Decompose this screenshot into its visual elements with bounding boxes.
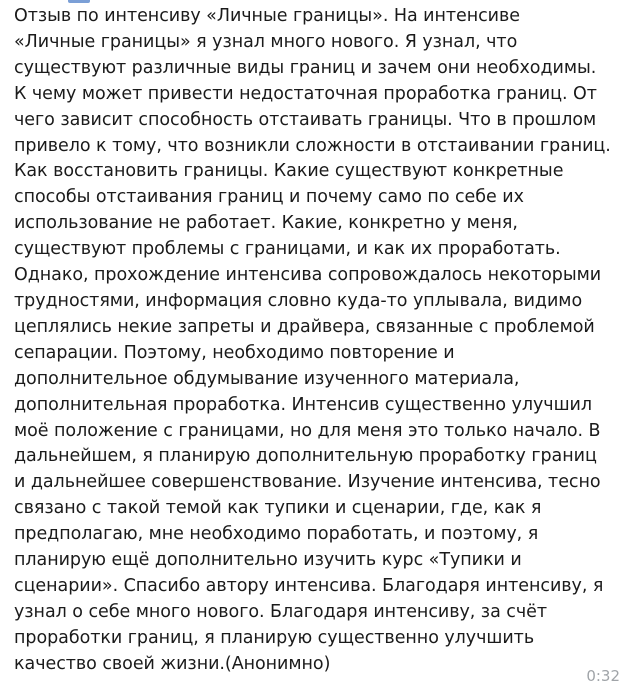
message-line: привело к тому, что возникли сложности в отстаивании границ. xyxy=(14,135,611,156)
message-line: способы отстаивания границ и почему само по себе их xyxy=(14,187,524,208)
message-line: «Личные границы» я узнал много нового. Я узнал, что xyxy=(14,31,518,52)
message-line: дополнительное обдумывание изученного материала, xyxy=(14,368,520,389)
message-line: и дальнейшее совершенствование. Изучение интенсива, тесно xyxy=(14,472,601,493)
message-line: чего зависит способность отстаивать границы. Что в прошлом xyxy=(14,109,597,130)
message-line: предполагаю, мне необходимо поработать, и поэтому, я xyxy=(14,524,539,545)
message-line: Однако, прохождение интенсива сопровождалось некоторыми xyxy=(14,265,602,286)
message-line: цеплялись некие запреты и драйвера, связанные с проблемой xyxy=(14,316,595,337)
message-line: трудностями, информация словно куда-то уплывала, видимо xyxy=(14,290,583,311)
message-line: существуют проблемы с границами, и как их проработать. xyxy=(14,239,561,260)
message-line: использование не работает. Какие, конкретно у меня, xyxy=(14,213,518,234)
message-line: дополнительная проработка. Интенсив существенно улучшил xyxy=(14,394,593,415)
message-line: моё положение с границами, но для меня это только начало. В xyxy=(14,420,601,441)
message-line: узнал о себе много нового. Благодаря интенсиву, за счёт xyxy=(14,601,547,622)
sender-name-accent xyxy=(68,0,90,3)
message-line: сценарии». Спасибо автору интенсива. Благодаря интенсиву, я xyxy=(14,575,604,596)
message-line: качество своей жизни.(Анонимно) xyxy=(14,653,331,674)
message-text xyxy=(14,4,611,678)
message-line: проработки границ, я планирую существенно улучшить xyxy=(14,627,535,648)
message-line: Отзыв по интенсиву «Личные границы». На интенсиве xyxy=(14,6,520,26)
message-line: планирую ещё дополнительно изучить курс «Тупики и xyxy=(14,550,522,571)
message-line: К чему может привести недостаточная проработка границ. От xyxy=(14,83,597,104)
message-line: связано с такой темой как тупики и сценарии, где, как я xyxy=(14,498,542,519)
message-line: дальнейшем, я планирую дополнительную проработку границ xyxy=(14,446,597,467)
message-line: Как восстановить границы. Какие существуют конкретные xyxy=(14,161,564,182)
message-line: сепарации. Поэтому, необходимо повторение и xyxy=(14,342,455,363)
message-line: существуют различные виды границ и зачем они необходимы. xyxy=(14,57,597,78)
message-timestamp: 0:32 xyxy=(586,667,620,685)
